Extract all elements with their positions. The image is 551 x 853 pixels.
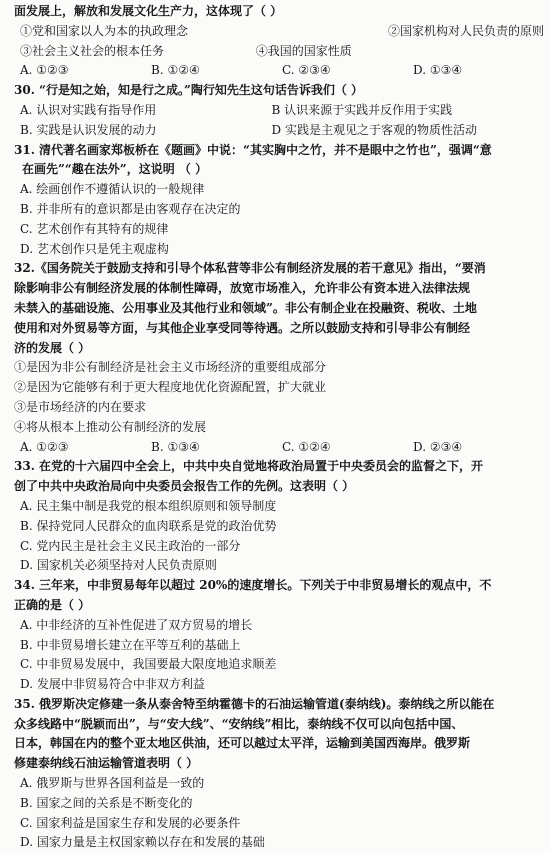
q32-stem-line1: 32.《国务院关于鼓励支持和引导个体私营等非公有制经济发展的若干意见》指出，“要消 <box>14 261 486 276</box>
q34-stem-line1: 34. 三年来，中非贸易每年以超过 20%的速度增长。下列关于中非贸易增长的观点中，不 <box>14 578 492 593</box>
q29-item-3: ③社会主义社会的根本任务 <box>20 43 165 58</box>
q35-option-d: D. 国家力量是主权国家赖以存在和发展的基础 <box>20 835 265 850</box>
q31-option-b: B. 并非所有的意识都是由客观存在决定的 <box>20 201 241 216</box>
q32-stem-line2: 除影响非公有制经济发展的体制性障碍，放宽市场准入，允许非公有资本进入法律法规 <box>14 281 471 296</box>
q32-option-c: C. ①②④ <box>282 439 331 454</box>
q35-stem-line2: 众多线路中“脱颖而出”，与“安大线”、“安纳线”相比，泰纳线不仅可以向包括中国、 <box>14 716 464 731</box>
q29-item-4: ④我国的国家性质 <box>255 43 352 58</box>
q35-stem-line4: 修建泰纳线石油运输管道表明（ ） <box>14 756 199 771</box>
q29-items-row1 <box>14 22 544 42</box>
q32-stem-line3: 未禁入的基础设施、公用事业及其他行业和领域”。非公有制企业在投融资、税收、土地 <box>14 300 477 315</box>
q34-option-c: C. 中非贸易发展中，我国要最大限度地追求顺差 <box>20 657 277 672</box>
q31-option-d: D. 艺术创作只是凭主观虚构 <box>20 241 169 256</box>
exam-page <box>14 2 544 853</box>
q30-option-d: D 实践是主观见之于客观的物质性活动 <box>271 122 477 137</box>
q33-option-d: D. 国家机关必须坚持对人民负责原则 <box>20 558 217 573</box>
q33-stem-line1: 33. 在党的十六届四中全会上，中共中央自觉地将政治局置于中央委员会的监督之下，开 <box>14 459 484 474</box>
q35-stem-line3: 日本，韩国在内的整个亚太地区供油，还可以越过太平洋，运输到美国西海岸。俄罗斯 <box>14 736 471 751</box>
q33-stem-line2: 创了中共中央政治局向中央委员会报告工作的先例。这表明（ ） <box>14 479 355 494</box>
q29-option-b: B. ①②④ <box>151 63 200 78</box>
q29-option-c: C. ②③④ <box>282 63 331 78</box>
q34-option-b: B. 中非贸易增长建立在平等互利的基础上 <box>20 637 241 652</box>
q34-option-a: A. 中非经济的互补性促进了双方贸易的增长 <box>20 617 253 632</box>
q34-stem-line2: 正确的是（ ） <box>14 597 91 612</box>
q29-item-2: ②国家机构对人民负责的原则 <box>387 23 544 38</box>
q31-stem-line2: 在画先”“趣在法外”，这说明 （ ） <box>22 162 208 177</box>
q29-item-1: ①党和国家以人为本的执政理念 <box>20 23 189 38</box>
q30-option-c: B. 实践是认识发展的动力 <box>20 122 157 137</box>
q31-stem-line1: 31. 清代著名画家郑板桥在《题画》中说：“其实胸中之竹，并不是眼中之竹也”，强调“意 <box>14 142 492 157</box>
q29-option-d: D. ①③④ <box>413 63 463 78</box>
q29-options <box>14 61 544 81</box>
q34-option-d: D. 发展中非贸易符合中非双方利益 <box>20 677 205 692</box>
q32-options <box>14 438 544 458</box>
q29-items-row2 <box>14 42 544 62</box>
q32-item-3: ③是市场经济的内在要求 <box>14 399 147 414</box>
q35-option-c: C. 国家利益是国家生存和发展的必要条件 <box>20 815 241 830</box>
q35-option-a: A. 俄罗斯与世界各国利益是一致的 <box>20 776 205 791</box>
q32-stem-line4: 使用和对外贸易等方面，与其他企业享受同等待遇。之所以鼓励支持和引导非公有制经 <box>14 320 471 335</box>
q30-options-row2 <box>14 121 544 141</box>
q32-item-1: ①是因为非公有制经济是社会主义市场经济的重要组成部分 <box>14 360 327 375</box>
q31-option-c: C. 艺术创作有其特有的规律 <box>20 221 169 236</box>
q32-item-4: ④将从根本上推动公有制经济的发展 <box>14 419 207 434</box>
q29-option-a: A. ①②③ <box>20 63 69 78</box>
q35-option-b: B. 国家之间的关系是不断变化的 <box>20 795 193 810</box>
q30-stem: 30. “行是知之始，知是行之成。”陶行知先生这句话告诉我们（ ） <box>14 83 364 98</box>
q33-option-c: C. 党内民主是社会主义民主政治的一部分 <box>20 538 241 553</box>
q33-option-a: A. 民主集中制是我党的根本组织原则和领导制度 <box>20 498 277 513</box>
q32-option-d: D. ②③④ <box>413 439 463 454</box>
q32-stem-line5: 济的发展（ ） <box>14 340 91 355</box>
q32-option-b: B. ①③④ <box>151 439 200 454</box>
q32-option-a: A. ①②③ <box>20 439 69 454</box>
q33-option-b: B. 保持党同人民群众的血肉联系是党的政治优势 <box>20 518 277 533</box>
q30-option-a: A. 认识对实践有指导作用 <box>20 102 157 117</box>
q29-stem: 面发展上，解放和发展文化生产力，这体现了（ ） <box>14 4 283 18</box>
q30-option-b: B 认识来源于实践并反作用于实践 <box>271 102 453 117</box>
q30-options-row1 <box>14 101 544 121</box>
q31-option-a: A. 绘画创作不遵循认识的一般规律 <box>20 182 205 197</box>
q32-item-2: ②是因为它能够有利于更大程度地优化资源配置，扩大就业 <box>14 380 327 395</box>
q35-stem-line1: 35. 俄罗斯决定修建一条从泰舍特至纳霍德卡的石油运输管道(泰纳线)。泰纳线之所以能在 <box>14 696 495 711</box>
